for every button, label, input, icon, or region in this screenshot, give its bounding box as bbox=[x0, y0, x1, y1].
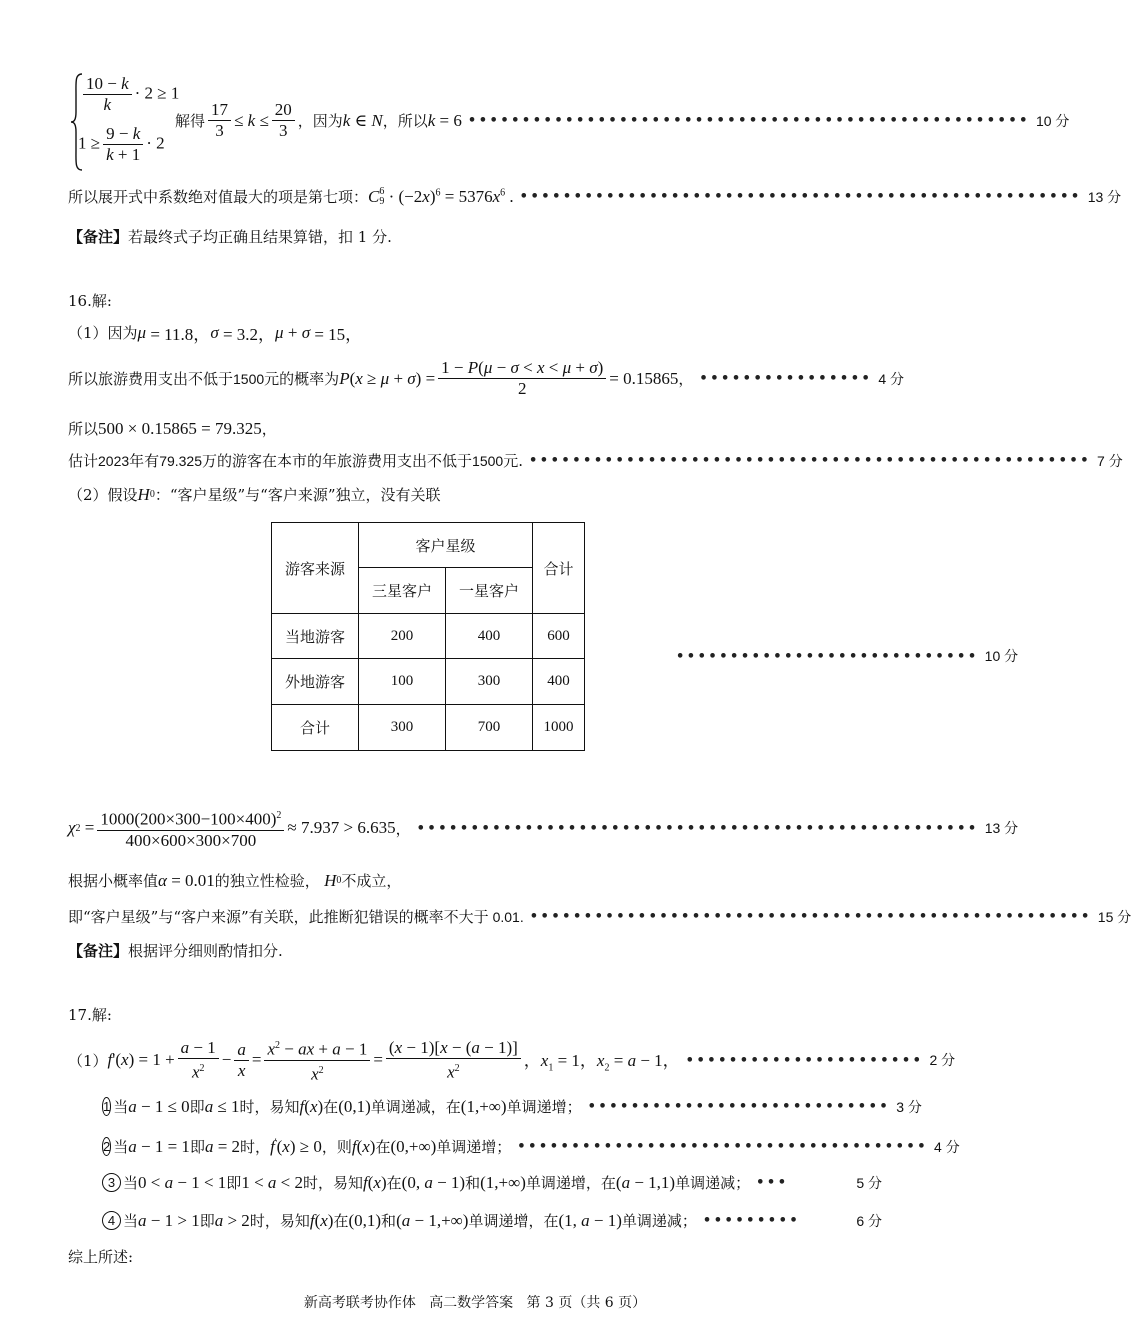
table-row bbox=[272, 705, 585, 751]
leader-dots: •••••••••••••••• bbox=[699, 371, 873, 386]
so-text: ，所以 bbox=[382, 112, 428, 130]
score-10-b: 10 分 bbox=[984, 648, 1019, 664]
th-total: 合计 bbox=[533, 523, 585, 614]
th-one: 一星客户 bbox=[446, 568, 533, 614]
cell: 300 bbox=[446, 659, 533, 705]
chi-result: ≈ 7.937 > 6.635 bbox=[287, 818, 396, 838]
c4-b: 即 bbox=[199, 1212, 215, 1230]
c3-b: 即 bbox=[226, 1174, 242, 1192]
score-13-b: 13 分 bbox=[984, 820, 1019, 837]
cell: 700 bbox=[446, 705, 533, 751]
th-source: 游客来源 bbox=[272, 523, 359, 614]
case-4-line: 4 当 a − 1 > 1 即 a > 2 时，易知 f(x) 在 (0,1) 和 (a − 1,+∞) 单调递增，在 (1, a − 1) 单调递减； ••••••••• 6 分 bbox=[102, 1210, 882, 1231]
q17-title bbox=[68, 1004, 882, 1025]
largest-term-line: 所以展开式中系数绝对值最大的项是第七项： C 6 9 · $(-2x)^6 = 5376x^6$ . •••••••••••••••••••••••••••••••••••••••••••••••••••• 13 分 bbox=[68, 185, 1122, 207]
prob-amount: 1500 bbox=[233, 370, 265, 387]
q17-title-text: 17.解: bbox=[68, 1006, 112, 1024]
note-text: 若最终式子均正确且结果算错，扣 1 分. bbox=[128, 228, 392, 246]
c2-f: 单调递增； bbox=[436, 1138, 512, 1156]
table-row bbox=[272, 614, 585, 659]
score-2: 2 分 bbox=[929, 1052, 956, 1069]
score-4-b: 4 分 bbox=[934, 1138, 960, 1155]
leader-dots: •••••••••••••••••••••••••••••••••••••••••••••••••••• bbox=[528, 453, 1092, 468]
conclusion-line-1: 根据小概率值 α = 0.01 的独立性检验， H 0 不成立， bbox=[68, 870, 402, 890]
row-label: 外地游客 bbox=[272, 659, 359, 705]
part1-prefix: （1）因为 bbox=[68, 324, 138, 342]
c4-c: 时，易知 bbox=[249, 1212, 310, 1230]
score-7: 7 分 bbox=[1097, 452, 1123, 469]
conc1-b: 的独立性检验， bbox=[214, 872, 320, 890]
chi-numerator: 1000(200×300−100×400) bbox=[100, 809, 277, 829]
summary-text: 综上所述: bbox=[68, 1248, 134, 1266]
c3-c: 时，易知 bbox=[303, 1174, 364, 1192]
score-5: 5 分 bbox=[856, 1174, 882, 1191]
chi-denominator: 400×600×300×700 bbox=[125, 830, 257, 850]
because-text: ，因为 bbox=[297, 112, 343, 130]
c3-d: 在 bbox=[386, 1174, 402, 1192]
p1-prefix: （1） bbox=[68, 1051, 108, 1070]
c4-d: 在 bbox=[333, 1212, 349, 1230]
cell: 100 bbox=[359, 659, 446, 705]
inequality-1: $\frac{10 - k}{k}$ · 2 ≥ 1 bbox=[80, 74, 179, 115]
c3-a: 当 bbox=[123, 1174, 139, 1192]
footer-page: 第 3 页（共 6 页） bbox=[526, 1295, 647, 1311]
row-label: 当地游客 bbox=[272, 614, 359, 659]
circled-3-icon: 3 bbox=[102, 1173, 121, 1192]
prob-result: = 0.15865 bbox=[609, 368, 679, 388]
cell: 400 bbox=[533, 659, 585, 705]
leader-dots: ••• bbox=[756, 1175, 789, 1190]
c3-f: 单调递增，在 bbox=[525, 1174, 616, 1192]
th-star: 客户星级 bbox=[359, 523, 533, 568]
summary-line bbox=[68, 1246, 882, 1267]
leader-dots: •••••••••••••••••••••••••••••••••••••••••••••••••••• bbox=[467, 113, 1030, 128]
solve-text: 解得 bbox=[175, 112, 206, 130]
leader-dots: •••••••••••••••••••••••••••• bbox=[676, 648, 979, 664]
table-row bbox=[272, 659, 585, 705]
leader-dots: •••••••••••••••••••••••••••••••••••••••••••••••••••• bbox=[529, 909, 1092, 924]
c4-f: 单调递增，在 bbox=[468, 1212, 559, 1230]
c2-e: 在 bbox=[375, 1138, 391, 1156]
note-label: 【备注】 bbox=[68, 228, 129, 246]
c4-g: 单调递减； bbox=[621, 1212, 697, 1230]
contingency-table bbox=[271, 522, 585, 751]
note-text: 根据评分细则酌情扣分. bbox=[128, 942, 283, 960]
table-score-line bbox=[670, 646, 1019, 666]
est-amt: 1500 bbox=[472, 452, 504, 469]
score-10-a: 10 分 bbox=[1035, 112, 1070, 129]
est-b: 年有 bbox=[129, 452, 160, 470]
c4-a: 当 bbox=[123, 1212, 139, 1230]
c2-a: 当 bbox=[113, 1138, 129, 1156]
est-d: 元. bbox=[503, 452, 523, 470]
c1-f: 单调递增； bbox=[506, 1098, 582, 1116]
sys-solution-line: 解得 $\frac{17}{3}$ ≤ k ≤ $\frac{20}{3}$ ，因为 k ∈ N ，所以 k = 6 •••••••••••••••••••••••••••••••••••••••••••••••••••• 10 分 bbox=[175, 100, 1070, 140]
est-c: 万的游客在本市的年旅游费用支出不低于 bbox=[202, 452, 473, 470]
cell: 400 bbox=[446, 614, 533, 659]
derivative-line: （1） f ' (x) = 1 + $\frac{a - 1}{x^2}$ − $\frac{a}{x}$ = $\frac{x^2 - ax + a - 1}{x^2}$ = $\frac{(x - 1)[x - (a - 1)]}{x^2}$ ，$x_1 = 1$，$x_2 = a - 1$， •••••••••••••••••••••• 2 分 bbox=[68, 1037, 956, 1084]
conc1-c: 不成立， bbox=[341, 872, 402, 890]
footer-subject: 高二数学答案 bbox=[429, 1295, 514, 1311]
part2-text: ：“客户星级”与“客户来源”独立，没有关联 bbox=[154, 486, 441, 504]
c1-b: 即 bbox=[189, 1098, 205, 1116]
est-year: 2023 bbox=[98, 452, 130, 469]
c2-d: ，则 bbox=[321, 1138, 352, 1156]
score-3: 3 分 bbox=[896, 1098, 922, 1115]
c1-e: 单调递减，在 bbox=[370, 1098, 461, 1116]
inequality-2: 1 ≥ $\frac{9 - k}{k + 1}$ · 2 bbox=[78, 124, 165, 164]
prob-prefix: 所以旅游费用支出不低于 bbox=[68, 370, 234, 388]
leader-dots: •••••••••••••••••••••••••••• bbox=[587, 1099, 891, 1114]
score-13-a: 13 分 bbox=[1087, 188, 1122, 205]
est-a: 估计 bbox=[68, 452, 99, 470]
q16-title-text: 16.解: bbox=[68, 292, 112, 310]
case-3-line: 3 当 0 < a − 1 < 1 即 1 < a < 2 时，易知 f(x) 在 (0, a − 1) 和 (1,+∞) 单调递增，在 (a − 1,1) 单调递减； ••• 5 分 bbox=[102, 1172, 882, 1193]
conc2-num: 0.01. bbox=[492, 908, 524, 925]
row-label: 合计 bbox=[272, 705, 359, 751]
cell: 200 bbox=[359, 614, 446, 659]
leader-dots: •••••••••••••••••••••••••••••••••••••••••••••••••••• bbox=[519, 189, 1082, 204]
q16-title bbox=[68, 290, 882, 311]
largest-term-text: 所以展开式中系数绝对值最大的项是第七项： bbox=[68, 188, 369, 206]
calc-line: 所以 500 × 0.15865 = 79.325 ， bbox=[68, 418, 277, 438]
q16-part1-line: （1）因为 μ = 11.8， σ = 3.2， μ + σ = 15， bbox=[68, 322, 363, 344]
note-label: 【备注】 bbox=[68, 942, 129, 960]
note-line-16 bbox=[68, 940, 882, 961]
est-num: 79.325 bbox=[159, 452, 203, 469]
c3-e: 和 bbox=[465, 1174, 481, 1192]
leader-dots: •••••••••••••••••••••••••••••••••••••• bbox=[517, 1139, 929, 1154]
c1-d: 在 bbox=[323, 1098, 339, 1116]
circled-2-icon: 2 bbox=[103, 1139, 111, 1154]
note-line-15 bbox=[68, 226, 882, 247]
calc-prefix: 所以 bbox=[68, 420, 99, 438]
conc1-a: 根据小概率值 bbox=[68, 872, 159, 890]
case-2-line: 2 当 a − 1 = 1 即 a = 2 时， f'(x) ≥ 0 ，则 f(x) 在 (0,+∞) 单调递增； •••••••••••••••••••••••••••••••••••••• 4 分 bbox=[103, 1136, 960, 1156]
th-three: 三星客户 bbox=[359, 568, 446, 614]
score-4-a: 4 分 bbox=[878, 370, 905, 387]
estimate-line bbox=[68, 450, 1123, 471]
c2-b: 即 bbox=[189, 1138, 205, 1156]
calc-expr: 500 × 0.15865 = 79.325 bbox=[98, 418, 262, 438]
c4-e: 和 bbox=[381, 1212, 397, 1230]
c3-g: 单调递减； bbox=[675, 1174, 751, 1192]
case-1-line: 1 当 a − 1 ≤ 0 即 a ≤ 1 时，易知 f(x) 在 (0,1) 单调递减，在 (1,+∞) 单调递增； •••••••••••••••••••••••••••• 3 分 bbox=[103, 1096, 922, 1116]
leader-dots: ••••••••• bbox=[702, 1213, 801, 1228]
score-15: 15 分 bbox=[1097, 908, 1131, 925]
cell: 600 bbox=[533, 614, 585, 659]
cell: 1000 bbox=[533, 705, 585, 751]
leader-dots: •••••••••••••••••••••• bbox=[685, 1052, 924, 1068]
circled-1-icon: 1 bbox=[103, 1099, 111, 1114]
prob-line: 所以旅游费用支出不低于 1500 元的概率为 P ( x ≥ μ + σ ) = $\frac{1 - P(\mu - \sigma < x < \mu + \sigma)}{2}$ = 0.15865 ， •••••••••••••••• 4 分 bbox=[68, 358, 905, 398]
circled-4-icon: 4 bbox=[102, 1211, 121, 1230]
c1-a: 当 bbox=[113, 1098, 129, 1116]
footer-org: 新高考联考协作体 bbox=[303, 1295, 416, 1311]
c1-c: 时，易知 bbox=[239, 1098, 300, 1116]
chi-square-line: χ 2 = $\frac{1000(200\times 300-100\times 400)^2}{400\times 600\times 300\times 700}$ ≈ 7.937 > 6.635 ， •••••••••••••••••••••••••••••••••••••••••••••••••••• 13 分 bbox=[68, 806, 882, 851]
cell: 300 bbox=[359, 705, 446, 751]
leader-dots: •••••••••••••••••••••••••••••••••••••••••••••••••••• bbox=[416, 820, 979, 836]
score-6: 6 分 bbox=[856, 1212, 882, 1229]
prob-mid: 元的概率为 bbox=[264, 370, 340, 388]
page-footer bbox=[0, 1292, 950, 1312]
part2-line: （2）假设 H 0 ：“客户星级”与“客户来源”独立，没有关联 bbox=[68, 484, 441, 504]
part2-prefix: （2）假设 bbox=[68, 486, 138, 504]
conclusion-line-2 bbox=[68, 906, 1131, 927]
c2-c: 时， bbox=[240, 1138, 271, 1156]
conc2-text: 即“客户星级”与“客户来源”有关联，此推断犯错误的概率不大于 bbox=[68, 908, 489, 926]
inequality-system bbox=[70, 72, 180, 172]
